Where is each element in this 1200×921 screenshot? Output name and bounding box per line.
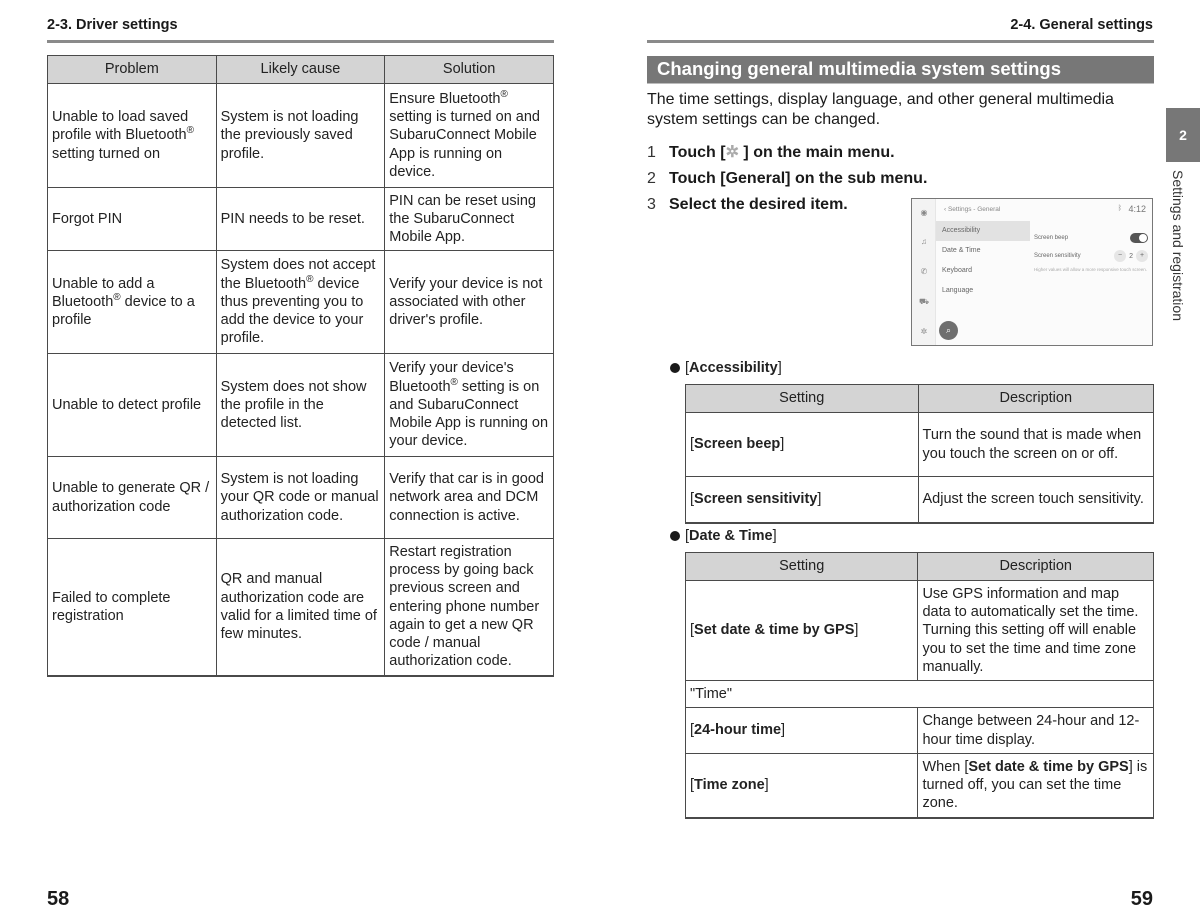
- car-icon: ⛟: [918, 297, 930, 306]
- date-time-table: [685, 552, 1154, 819]
- bullet-icon: [670, 531, 680, 541]
- plus-icon: +: [1136, 250, 1148, 262]
- music-icon: ♫: [921, 237, 927, 246]
- header-rule: [647, 40, 1154, 43]
- step-1: 1 Touch [✲ ] on the main menu.: [647, 140, 927, 166]
- description-cell: Turn the sound that is made when you touch the screen on or off.: [918, 413, 1154, 477]
- step-number: 2: [647, 170, 656, 187]
- page-number: 59: [1130, 888, 1153, 910]
- step-number: 1: [647, 144, 656, 161]
- sensitivity-hint: Higher values will allow a more responsive touch screen.: [1034, 267, 1148, 272]
- table-row: [48, 354, 554, 457]
- troubleshooting-table: [47, 55, 554, 677]
- column-header-setting: Setting: [686, 385, 919, 413]
- menu-item-keyboard: Keyboard: [942, 267, 972, 274]
- breadcrumb: ‹ Settings - General: [944, 206, 1001, 213]
- header-rule: [47, 40, 554, 43]
- problem-cell: Forgot PIN: [48, 188, 217, 251]
- setting-cell: [Time zone]: [686, 754, 918, 818]
- section-title: Changing general multimedia system settings: [647, 56, 1154, 84]
- step-2: [647, 166, 927, 192]
- step-text: Select the desired item.: [669, 196, 848, 213]
- column-header-description: Description: [918, 385, 1154, 413]
- navigation-icon: ◉: [920, 208, 928, 217]
- settings-screenshot: [911, 198, 1153, 346]
- solution-cell: PIN can be reset using the SubaruConnect Mobile App.: [385, 188, 554, 251]
- sensitivity-stepper: − 2 +: [1114, 250, 1148, 262]
- gear-icon: ✲: [725, 144, 739, 161]
- description-cell: Change between 24-hour and 12- hour time display.: [918, 708, 1154, 754]
- column-header-setting: Setting: [686, 553, 918, 581]
- problem-cell: Unable to load saved profile with Bluetooth® setting turned on: [48, 84, 217, 188]
- table-row: [48, 251, 554, 354]
- problem-cell: Unable to detect profile: [48, 354, 217, 457]
- menu-item-date-time: Date & Time: [942, 247, 981, 254]
- table-row: [686, 413, 1154, 477]
- intro-paragraph: The time settings, display language, and other general multimedia system settings can be changed.: [647, 91, 1114, 128]
- icon-rail: [912, 199, 936, 345]
- steps-list: [647, 140, 927, 218]
- running-head: 2-3. Driver settings: [47, 17, 178, 33]
- running-head: 2-4. General settings: [1010, 17, 1153, 33]
- cause-cell: QR and manual authorization code are valid for a limited time of few minutes.: [216, 539, 385, 676]
- problem-cell: Unable to add a Bluetooth® device to a profile: [48, 251, 217, 354]
- cause-cell: System is not loading the previously saved profile.: [216, 84, 385, 188]
- settings-pane: [1034, 229, 1148, 273]
- clock: 4:12: [1128, 204, 1146, 214]
- setting-cell: [24-hour time]: [686, 708, 918, 754]
- search-icon: ⌕: [939, 321, 958, 340]
- table-row: [686, 581, 1154, 681]
- right-page: [600, 0, 1200, 921]
- description-cell: Adjust the screen touch sensitivity.: [918, 477, 1154, 523]
- column-header-solution: Solution: [385, 56, 554, 84]
- problem-cell: Unable to generate QR / authorization code: [48, 457, 217, 539]
- table-row: [48, 84, 554, 188]
- description-cell: When [Set date & time by GPS] is turned off, you can set the time zone.: [918, 754, 1154, 818]
- table-row: [686, 708, 1154, 754]
- gear-icon: ✲: [920, 327, 928, 336]
- cause-cell: System does not show the profile in the detected list.: [216, 354, 385, 457]
- solution-cell: Ensure Bluetooth® setting is turned on and SubaruConnect Mobile App is running on device.: [385, 84, 554, 188]
- cause-cell: PIN needs to be reset.: [216, 188, 385, 251]
- table-row: [686, 754, 1154, 818]
- table-header-row: [686, 553, 1154, 581]
- table-row: [48, 188, 554, 251]
- chapter-tab: 2: [1166, 108, 1200, 162]
- menu-item-accessibility: Accessibility: [936, 221, 1030, 241]
- table-subheading-row: [686, 681, 1154, 708]
- subheading-cell: "Time": [686, 681, 1154, 708]
- problem-cell: Failed to complete registration: [48, 539, 217, 676]
- bullet-icon: [670, 363, 680, 373]
- minus-icon: −: [1114, 250, 1126, 262]
- description-cell: Use GPS information and map data to automatically set the time. Turning this setting off will enable you to set the time and time zone manually.: [918, 581, 1154, 681]
- table-row: [48, 539, 554, 676]
- cause-cell: System is not loading your QR code or manual authorization code.: [216, 457, 385, 539]
- cause-cell: System does not accept the Bluetooth® device thus preventing you to add the device to your profile.: [216, 251, 385, 354]
- screen-beep-row: Screen beep: [1034, 229, 1148, 247]
- chapter-label: Settings and registration: [1170, 170, 1186, 321]
- solution-cell: Verify your device's Bluetooth® setting is on and SubaruConnect Mobile App is running on your device.: [385, 354, 554, 457]
- table-row: [686, 477, 1154, 523]
- setting-cell: [Screen sensitivity]: [686, 477, 919, 523]
- solution-cell: Verify that car is in good network area and DCM connection is active.: [385, 457, 554, 539]
- column-header-cause: Likely cause: [216, 56, 385, 84]
- solution-cell: Restart registration process by going back previous screen and entering phone number again to get a new QR code / manual authorization code.: [385, 539, 554, 676]
- table-row: [48, 457, 554, 539]
- solution-cell: Verify your device is not associated with other driver's profile.: [385, 251, 554, 354]
- bullet-accessibility: [Accessibility]: [670, 360, 782, 376]
- table-header-row: [686, 385, 1154, 413]
- bullet-date-time: [Date & Time]: [670, 528, 777, 544]
- bluetooth-icon: ᛒ: [1117, 205, 1122, 212]
- table-header-row: [48, 56, 554, 84]
- step-3: [647, 192, 927, 218]
- page-number: 58: [47, 888, 70, 910]
- step-text: Touch [General] on the sub menu.: [669, 170, 928, 187]
- sensitivity-row: Screen sensitivity − 2 +: [1034, 247, 1148, 265]
- accessibility-table: [685, 384, 1154, 524]
- step-number: 3: [647, 196, 656, 213]
- phone-icon: ✆: [920, 267, 928, 276]
- menu-item-language: Language: [942, 287, 974, 294]
- column-header-problem: Problem: [48, 56, 217, 84]
- column-header-description: Description: [918, 553, 1154, 581]
- setting-cell: [Screen beep]: [686, 413, 919, 477]
- sub-menu: [936, 221, 1030, 301]
- setting-cell: [Set date & time by GPS]: [686, 581, 918, 681]
- screen-beep-toggle: [1130, 233, 1148, 243]
